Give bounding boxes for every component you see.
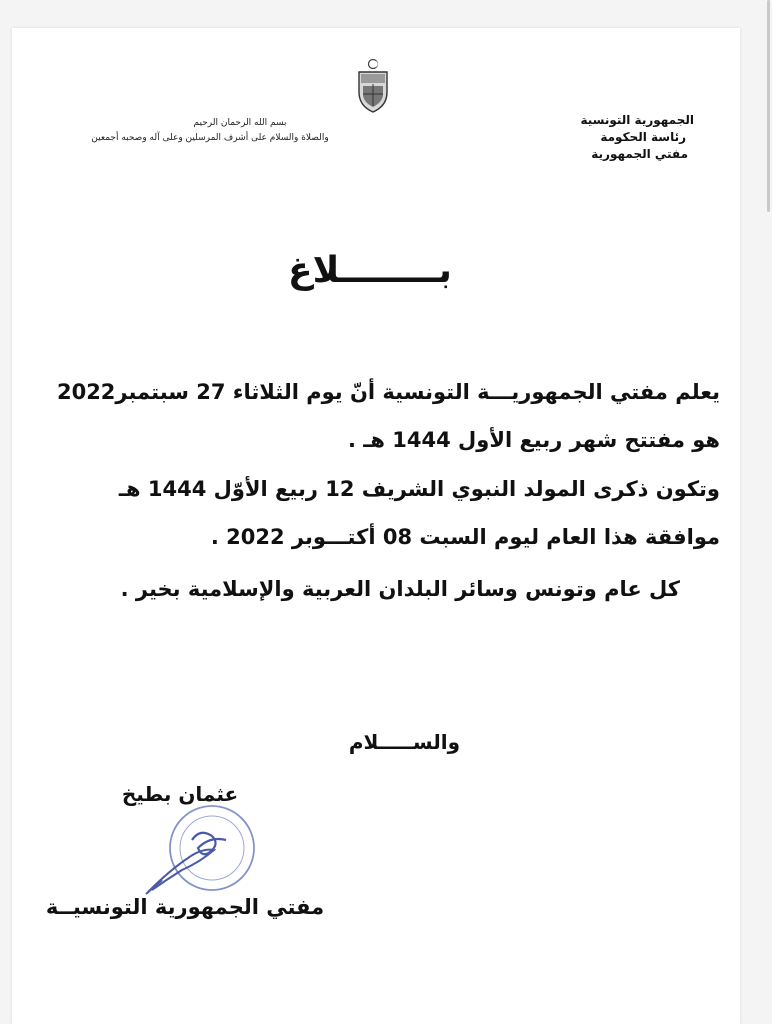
blessing: والصلاة والسلام على أشرف المرسلين وعلى آله وصحبه أجمعين bbox=[91, 133, 329, 143]
paragraph-3-line: كل عام وتونس وسائر البلدان العربية والإسلامية بخير . bbox=[120, 577, 680, 601]
header-basmala-block bbox=[50, 116, 370, 146]
document-title: بــــــــلاغ bbox=[288, 250, 452, 291]
signatory-name: عثمان بطيخ bbox=[121, 782, 239, 806]
header-government: رئاسة الحكومة bbox=[600, 130, 686, 144]
tunisia-emblem-icon bbox=[355, 58, 391, 114]
closing-salutation: والســـــلام bbox=[348, 730, 460, 754]
paragraph-1-line-2: هو مفتتح شهر ربيع الأول 1444 هـ . bbox=[347, 428, 720, 452]
official-stamp-and-signature bbox=[140, 800, 260, 900]
paragraph-1-line-1: يعلم مفتي الجمهوريـــة التونسية أنّ يوم الثلاثاء 27 سبتمبر2022 bbox=[56, 380, 720, 404]
signatory-title: مفتي الجمهورية التونسيــة bbox=[45, 895, 325, 919]
basmala: بسم الله الرحمان الرحيم bbox=[193, 118, 287, 128]
paragraph-2-line-1: وتكون ذكرى المولد النبوي الشريف 12 ربيع الأوّل 1444 هـ bbox=[118, 477, 720, 501]
paragraph-2-line-2: موافقة هذا العام ليوم السبت 08 أكتـــوبر 2022 . bbox=[210, 525, 720, 549]
paragraph-3 bbox=[40, 575, 720, 603]
header-institution-block bbox=[494, 112, 694, 163]
scrollbar[interactable] bbox=[767, 0, 770, 212]
header-office: مفتي الجمهورية bbox=[591, 147, 688, 161]
paragraph-1 bbox=[40, 378, 720, 454]
paragraph-2 bbox=[40, 475, 720, 551]
header-country: الجمهورية التونسية bbox=[580, 113, 694, 127]
